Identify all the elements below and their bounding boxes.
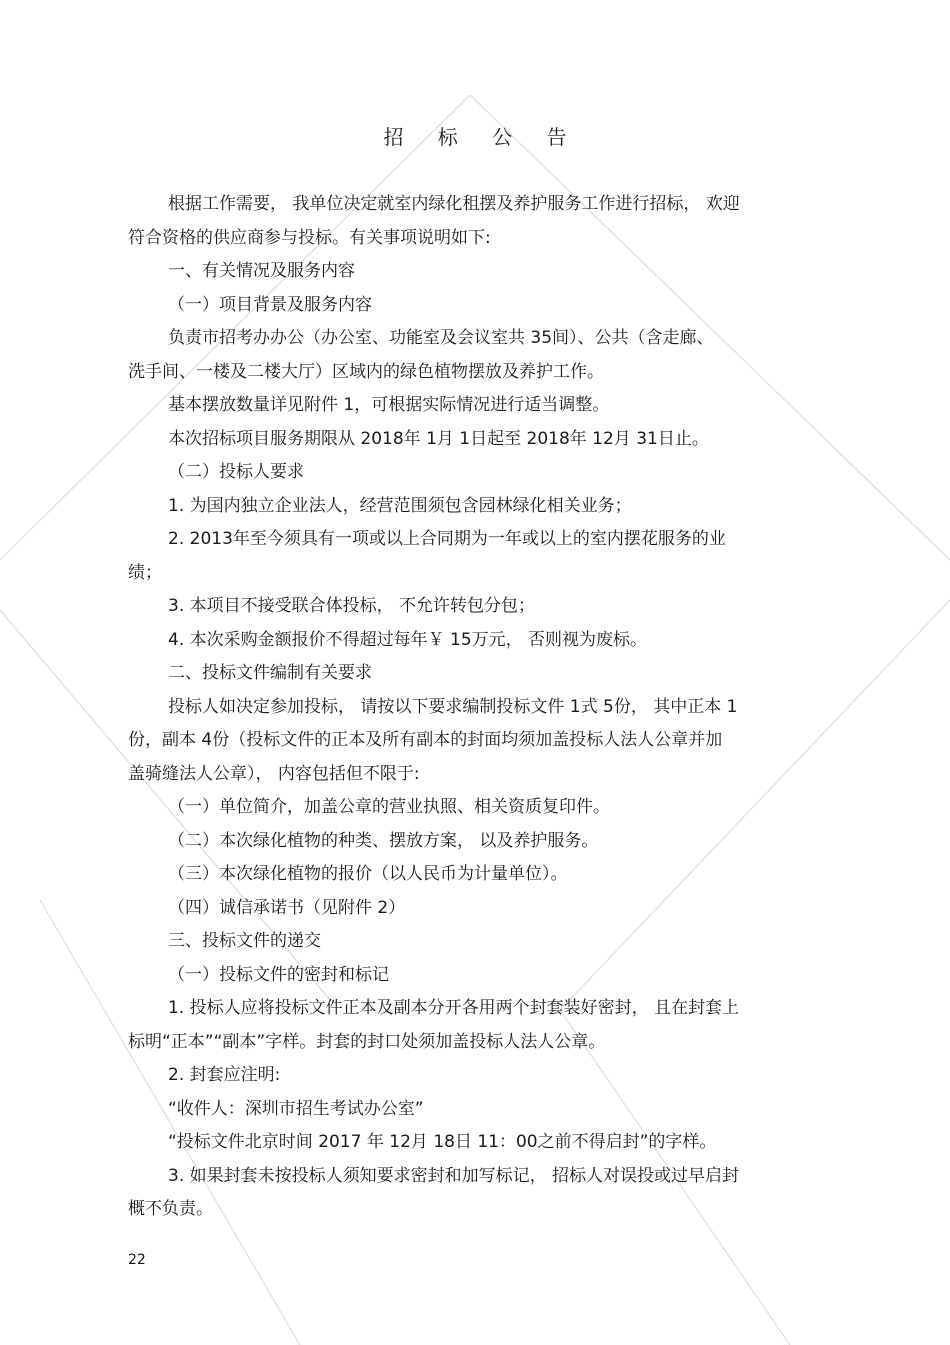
- list-item: 2. 2013年至今须具有一项或以上合同期为一年或以上的室内摆花服务的业: [168, 529, 726, 549]
- document-body: [128, 188, 792, 1227]
- list-item: 4. 本次采购金额报价不得超过每年￥ 15万元， 否则视为废标。: [168, 629, 648, 650]
- list-item: 1. 投标人应将投标文件正本及副本分开各用两个封套装好密封， 且在封套上: [168, 998, 740, 1018]
- list-item: 3. 本项目不接受联合体投标， 不允许转包分包；: [168, 596, 536, 616]
- list-item: 3. 如果封套未按投标人须知要求密封和加写标记， 招标人对误投或过早启封: [168, 1165, 740, 1186]
- section-heading: 二、投标文件编制有关要求: [168, 663, 372, 683]
- paragraph-line: 基本摆放数量详见附件 1，可根据实际情况进行适当调整。: [168, 395, 610, 415]
- list-item: 1. 为国内独立企业法人，经营范围须包含园林绿化相关业务；: [168, 495, 632, 516]
- paragraph-line: 份，副本 4份（投标文件的正本及所有副本的封面均须加盖投标人法人公章并加: [128, 730, 723, 750]
- list-item: （一）单位简介，加盖公章的营业执照、相关资质复印件。: [168, 797, 610, 817]
- list-item-continuation: 绩；: [128, 562, 162, 583]
- quoted-line: “收件人：深圳市招生考试办公室”: [168, 1098, 424, 1119]
- list-item: 2. 封套应注明:: [168, 1065, 281, 1085]
- paragraph-line: 符合资格的供应商参与投标。有关事项说明如下:: [128, 227, 491, 248]
- list-item: （二）本次绿化植物的种类、摆放方案， 以及养护服务。: [168, 830, 599, 851]
- paragraph-line: 根据工作需要， 我单位决定就室内绿化租摆及养护服务工作进行招标， 欢迎: [168, 194, 740, 214]
- paragraph-line: 本次招标项目服务期限从 2018年 1月 1日起至 2018年 12月 31日止。: [168, 428, 709, 449]
- subsection-heading: （一）项目背景及服务内容: [168, 294, 372, 315]
- list-item-continuation: 概不负责。: [128, 1199, 213, 1219]
- page-title: 招 标 公 告: [383, 125, 581, 149]
- quoted-line: “投标文件北京时间 2017 年 12月 18日 11：00之前不得启封”的字样。: [168, 1132, 717, 1152]
- subsection-heading: （一）投标文件的密封和标记: [168, 964, 389, 985]
- paragraph-line: 洗手间、一楼及二楼大厅）区域内的绿色植物摆放及养护工作。: [128, 361, 604, 382]
- list-item-continuation: 标明“正本”“副本”字样。封套的封口处须加盖投标人法人公章。: [128, 1031, 606, 1052]
- list-item: （三）本次绿化植物的报价（以人民币为计量单位）。: [168, 864, 568, 884]
- paragraph-line: 投标人如决定参加投标， 请按以下要求编制投标文件 1式 5份， 其中正本 1: [168, 696, 738, 717]
- paragraph-line: 盖骑缝法人公章）， 内容包括但不限于:: [128, 763, 420, 784]
- subsection-heading: （二）投标人要求: [168, 462, 304, 482]
- list-item: （四）诚信承诺书（见附件 2）: [168, 897, 406, 918]
- section-heading: 一、有关情况及服务内容: [168, 261, 355, 281]
- page-number: 22: [128, 1252, 146, 1268]
- section-heading: 三、投标文件的递交: [168, 931, 321, 951]
- paragraph-line: 负责市招考办办公（办公室、功能室及会议室共 35间）、公共（含走廊、: [168, 328, 714, 348]
